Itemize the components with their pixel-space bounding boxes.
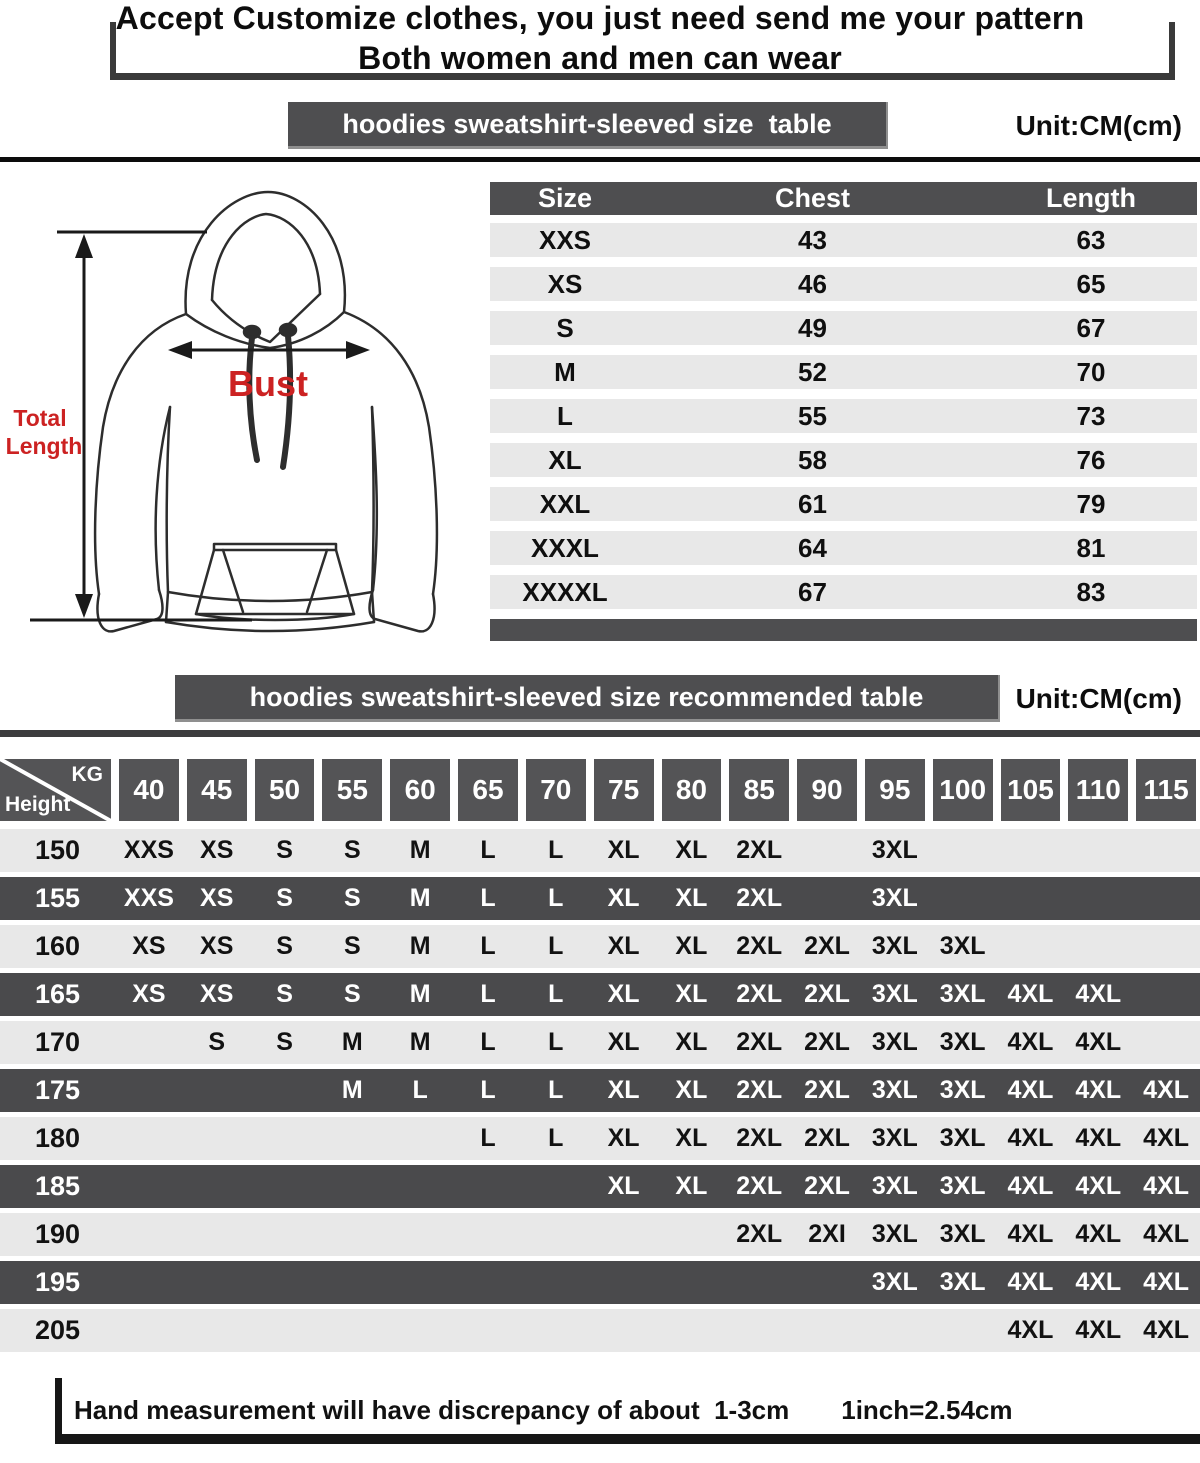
- size-table-row: [490, 487, 1197, 521]
- reco-size-cell: S: [276, 1028, 293, 1056]
- size-table-body: [490, 223, 1197, 609]
- reco-size-cell: 3XL: [939, 980, 986, 1008]
- reco-size-cell: 4XL: [1075, 1172, 1122, 1200]
- total-length-label-line1: Total: [13, 405, 67, 431]
- reco-table-row: [0, 973, 1200, 1016]
- height-row-label: 175: [34, 1075, 81, 1105]
- reco-size-cell: XL: [675, 980, 708, 1008]
- reco-size-cell: [386, 1213, 454, 1256]
- reco-size-cell: [590, 1309, 658, 1352]
- reco-size-cell: L: [412, 1076, 428, 1104]
- hoodie-diagram: [0, 172, 490, 642]
- reco-size-cell: M: [409, 932, 431, 960]
- reco-size-cell: S: [344, 884, 361, 912]
- size-cell-value: 58: [798, 445, 827, 475]
- reco-size-cell: 3XL: [939, 1124, 986, 1152]
- reco-size-cell: L: [480, 836, 496, 864]
- reco-size-cell: 3XL: [871, 1268, 918, 1296]
- reco-size-cell: S: [208, 1028, 226, 1056]
- reco-size-cell: [454, 1261, 522, 1304]
- reco-size-cell: S: [276, 884, 293, 912]
- size-cell-value: 63: [1076, 225, 1106, 255]
- hoodie-figure: [0, 172, 490, 642]
- reco-size-cell: [1064, 829, 1132, 872]
- reco-size-cell: [318, 1213, 386, 1256]
- reco-size-cell: [183, 1213, 251, 1256]
- reco-size-cell: L: [548, 884, 564, 912]
- reco-size-cell: XL: [607, 836, 640, 864]
- reco-size-cell: [115, 1165, 183, 1208]
- reco-size-cell: M: [409, 1028, 431, 1056]
- weight-col-header: 105: [1001, 759, 1061, 821]
- reco-size-cell: 2XL: [804, 932, 850, 960]
- reco-size-cell: 2XL: [736, 980, 783, 1008]
- reco-size-cell: M: [409, 836, 431, 864]
- size-table-row: [490, 223, 1197, 257]
- reco-size-cell: [725, 1261, 793, 1304]
- reco-size-cell: S: [344, 932, 361, 960]
- size-cell-value: 73: [1076, 401, 1106, 431]
- reco-size-cell: 3XL: [939, 1028, 986, 1056]
- reco-table-row: [0, 1309, 1200, 1352]
- height-row-label: 180: [34, 1123, 81, 1153]
- reco-size-cell: XL: [607, 1172, 640, 1200]
- reco-size-cell: S: [344, 836, 361, 864]
- size-cell-value: 49: [798, 313, 827, 343]
- size-cell-label: XXXL: [531, 533, 599, 563]
- reco-size-cell: [793, 1309, 861, 1352]
- weight-col-header: 50: [255, 759, 315, 821]
- weight-col-header: 100: [933, 759, 993, 821]
- reco-size-cell: L: [548, 1028, 564, 1056]
- height-row-label: 165: [34, 979, 81, 1009]
- divider-line-2: [0, 730, 1200, 737]
- reco-table-row: [0, 1021, 1200, 1064]
- reco-size-cell: 3XL: [939, 1220, 986, 1248]
- size-cell-label: S: [556, 313, 574, 343]
- reco-size-cell: 4XL: [1143, 1268, 1190, 1296]
- reco-size-cell: [590, 1213, 658, 1256]
- reco-size-cell: XL: [675, 932, 708, 960]
- reco-size-cell: 4XL: [1007, 1172, 1054, 1200]
- reco-size-cell: 3XL: [871, 932, 918, 960]
- reco-size-cell: 2XL: [736, 836, 783, 864]
- reco-size-cell: [386, 1261, 454, 1304]
- reco-size-cell: [454, 1165, 522, 1208]
- reco-size-cell: 3XL: [871, 1124, 918, 1152]
- reco-size-cell: [386, 1165, 454, 1208]
- weight-col-header: 65: [458, 759, 518, 821]
- reco-size-cell: M: [409, 884, 431, 912]
- divider-line-1: [0, 157, 1200, 162]
- reco-size-cell: 2XL: [736, 1076, 783, 1104]
- height-row-label: 190: [34, 1219, 81, 1249]
- reco-size-cell: [454, 1309, 522, 1352]
- reco-size-cell: [522, 1165, 590, 1208]
- reco-size-cell: XL: [607, 1124, 640, 1152]
- reco-size-cell: 4XL: [1007, 1076, 1054, 1104]
- reco-table-row: [0, 925, 1200, 968]
- reco-size-cell: XL: [607, 1076, 640, 1104]
- measurement-note: Hand measurement will have discrepancy of about 1-3cm: [74, 1395, 790, 1425]
- reco-size-cell: 4XL: [1143, 1076, 1190, 1104]
- size-table-row: [490, 399, 1197, 433]
- reco-size-cell: L: [480, 932, 496, 960]
- size-table-row: [490, 355, 1197, 389]
- header-line-1: Accept Customize clothes, you just need send me your pattern: [115, 0, 1085, 36]
- reco-size-cell: [929, 877, 997, 920]
- height-row-label: 155: [34, 883, 81, 913]
- reco-size-cell: [386, 1309, 454, 1352]
- reco-size-cell: 3XL: [871, 1172, 918, 1200]
- reco-header-row: [0, 759, 1200, 821]
- reco-size-cell: [1132, 877, 1200, 920]
- reco-size-cell: [251, 1069, 319, 1112]
- reco-size-cell: [658, 1213, 726, 1256]
- reco-size-cell: [183, 1261, 251, 1304]
- reco-size-cell: [183, 1165, 251, 1208]
- reco-size-cell: XL: [675, 1028, 708, 1056]
- height-row-label: 160: [34, 931, 81, 961]
- height-row-label: 185: [34, 1171, 81, 1201]
- size-cell-value: 70: [1076, 357, 1106, 387]
- reco-size-cell: XS: [200, 884, 234, 912]
- reco-size-cell: [183, 1117, 251, 1160]
- weight-col-header: 60: [390, 759, 450, 821]
- reco-size-cell: [929, 829, 997, 872]
- reco-table-row: [0, 1165, 1200, 1208]
- reco-size-cell: XL: [607, 980, 640, 1008]
- reco-size-cell: M: [341, 1028, 363, 1056]
- reco-size-cell: 3XL: [871, 884, 918, 912]
- reco-size-cell: XS: [200, 932, 234, 960]
- reco-size-cell: [1132, 829, 1200, 872]
- reco-size-cell: [251, 1117, 319, 1160]
- reco-size-cell: 2XL: [736, 1220, 783, 1248]
- reco-size-cell: [658, 1309, 726, 1352]
- reco-size-cell: [318, 1117, 386, 1160]
- reco-size-cell: [318, 1261, 386, 1304]
- reco-size-cell: [115, 1117, 183, 1160]
- reco-table-banner-row: [0, 675, 1200, 722]
- reco-size-cell: 2XL: [736, 932, 783, 960]
- reco-size-cell: XXS: [123, 836, 174, 864]
- weight-col-header: 55: [322, 759, 382, 821]
- reco-size-cell: [183, 1069, 251, 1112]
- reco-size-cell: 2XL: [804, 980, 850, 1008]
- reco-size-cell: [590, 1261, 658, 1304]
- header-line-2: Both women and men can wear: [358, 40, 842, 76]
- reco-size-cell: [251, 1165, 319, 1208]
- length-col-header: Length: [1046, 183, 1136, 213]
- hoodie-outline: [95, 192, 437, 631]
- size-cell-value: 65: [1076, 269, 1106, 299]
- reco-size-cell: 4XL: [1007, 1124, 1054, 1152]
- reco-size-cell: 3XL: [871, 1220, 918, 1248]
- reco-size-cell: [454, 1213, 522, 1256]
- size-cell-label: XXL: [539, 489, 591, 519]
- size-cell-label: XL: [548, 445, 582, 475]
- reco-size-cell: 3XL: [871, 836, 918, 864]
- reco-size-cell: XL: [675, 836, 708, 864]
- size-cell-value: 43: [798, 225, 827, 255]
- page-header: [0, 0, 1200, 92]
- reco-size-cell: [1132, 925, 1200, 968]
- reco-size-cell: S: [276, 980, 293, 1008]
- size-table-row: [490, 267, 1197, 301]
- size-section: [0, 172, 1200, 642]
- reco-size-cell: S: [276, 836, 293, 864]
- reco-size-cell: XS: [200, 836, 234, 864]
- reco-size-cell: 4XL: [1075, 1316, 1122, 1344]
- reco-size-cell: XL: [607, 884, 640, 912]
- chest-col-header: Chest: [774, 183, 850, 213]
- reco-size-cell: [861, 1309, 929, 1352]
- reco-size-cell: XL: [607, 932, 640, 960]
- size-cell-value: 83: [1076, 577, 1106, 607]
- reco-size-cell: XS: [132, 932, 166, 960]
- size-cell-label: M: [554, 357, 576, 387]
- reco-size-cell: [115, 1069, 183, 1112]
- reco-size-cell: 3XL: [939, 932, 986, 960]
- reco-size-cell: M: [409, 980, 431, 1008]
- reco-size-cell: 2XL: [804, 1172, 850, 1200]
- reco-size-cell: 2XL: [804, 1124, 850, 1152]
- size-cell-label: XXXXL: [522, 577, 608, 607]
- reco-size-cell: 4XL: [1007, 1220, 1054, 1248]
- size-table-row: [490, 531, 1197, 565]
- weight-col-header: 40: [119, 759, 179, 821]
- reco-table-row: [0, 877, 1200, 920]
- reco-size-cell: 4XL: [1075, 1268, 1122, 1296]
- reco-size-cell: 4XL: [1075, 1028, 1122, 1056]
- reco-size-cell: [1132, 973, 1200, 1016]
- reco-size-cell: [793, 877, 861, 920]
- size-table-row: [490, 311, 1197, 345]
- height-row-label: 150: [34, 835, 81, 865]
- reco-size-cell: [997, 829, 1065, 872]
- reco-size-cell: [115, 1309, 183, 1352]
- reco-size-cell: 2XL: [736, 1028, 783, 1056]
- reco-table-row: [0, 829, 1200, 872]
- reco-size-cell: [725, 1309, 793, 1352]
- size-table-row: [490, 443, 1197, 477]
- weight-col-header: 90: [797, 759, 857, 821]
- reco-size-cell: [997, 925, 1065, 968]
- size-cell-label: L: [557, 401, 573, 431]
- reco-size-cell: [522, 1213, 590, 1256]
- reco-size-cell: XS: [200, 980, 234, 1008]
- weight-col-header: 45: [187, 759, 247, 821]
- height-row-label: 170: [34, 1027, 81, 1057]
- unit-label-2: Unit:CM(cm): [1015, 682, 1182, 714]
- header-title: [0, 0, 1200, 78]
- size-table: [490, 172, 1200, 642]
- reco-size-cell: L: [548, 1124, 564, 1152]
- size-cell-value: 79: [1076, 489, 1106, 519]
- reco-size-cell: L: [480, 1076, 496, 1104]
- reco-size-cell: L: [548, 836, 564, 864]
- reco-size-cell: [522, 1261, 590, 1304]
- reco-size-cell: [1064, 877, 1132, 920]
- reco-size-cell: 2XL: [804, 1028, 850, 1056]
- reco-table-row: [0, 1213, 1200, 1256]
- reco-size-cell: 3XL: [939, 1076, 986, 1104]
- reco-size-cell: 2XL: [736, 1124, 783, 1152]
- reco-size-cell: [115, 1213, 183, 1256]
- reco-table-row: [0, 1261, 1200, 1304]
- reco-size-cell: [115, 1261, 183, 1304]
- reco-size-cell: 3XL: [939, 1172, 986, 1200]
- reco-size-cell: L: [480, 980, 496, 1008]
- inch-conversion: 1inch=2.54cm: [841, 1395, 1013, 1425]
- weight-col-header: 85: [729, 759, 789, 821]
- reco-size-cell: [115, 1021, 183, 1064]
- reco-size-cell: [793, 1261, 861, 1304]
- reco-size-cell: 3XL: [871, 1028, 918, 1056]
- reco-size-cell: L: [548, 932, 564, 960]
- reco-size-cell: 4XL: [1007, 980, 1054, 1008]
- size-table-footer-bar: [490, 619, 1197, 641]
- reco-size-cell: 4XL: [1143, 1124, 1190, 1152]
- reco-size-cell: XL: [675, 884, 708, 912]
- corner-height-label: Height: [5, 793, 71, 816]
- reco-size-cell: 4XL: [1143, 1172, 1190, 1200]
- reco-size-cell: [1132, 1021, 1200, 1064]
- reco-size-cell: 4XL: [1143, 1220, 1190, 1248]
- reco-size-cell: 4XL: [1075, 980, 1122, 1008]
- reco-table-row: [0, 1117, 1200, 1160]
- reco-size-cell: [251, 1261, 319, 1304]
- reco-size-cell: 2XI: [808, 1220, 846, 1248]
- size-cell-value: 76: [1076, 445, 1106, 475]
- reco-size-cell: L: [480, 1028, 496, 1056]
- reco-size-cell: 4XL: [1007, 1028, 1054, 1056]
- size-col-header: Size: [537, 183, 593, 213]
- size-cell-label: XS: [547, 269, 583, 299]
- weight-col-header: 80: [662, 759, 722, 821]
- reco-size-cell: [793, 829, 861, 872]
- reco-size-cell: 3XL: [871, 980, 918, 1008]
- reco-size-cell: 2XL: [736, 1172, 783, 1200]
- weight-col-header: 70: [526, 759, 586, 821]
- reco-size-cell: L: [548, 1076, 564, 1104]
- reco-size-cell: 3XL: [871, 1076, 918, 1104]
- size-table-header: [490, 182, 1197, 215]
- reco-size-cell: M: [341, 1076, 363, 1104]
- reco-size-cell: L: [480, 1124, 496, 1152]
- reco-size-cell: [386, 1117, 454, 1160]
- reco-size-cell: S: [276, 932, 293, 960]
- reco-size-cell: [318, 1165, 386, 1208]
- weight-col-header: 75: [594, 759, 654, 821]
- size-cell-label: XXS: [538, 225, 592, 255]
- size-cell-value: 67: [798, 577, 827, 607]
- size-table-banner-row: [0, 102, 1200, 149]
- size-table-banner: hoodies sweatshirt-sleeved size table: [288, 102, 888, 149]
- reco-size-cell: 4XL: [1143, 1316, 1190, 1344]
- reco-size-cell: [318, 1309, 386, 1352]
- height-row-label: 195: [34, 1267, 81, 1297]
- size-cell-value: 81: [1076, 533, 1106, 563]
- weight-col-header: 95: [865, 759, 925, 821]
- reco-size-cell: S: [344, 980, 361, 1008]
- reco-size-cell: 3XL: [939, 1268, 986, 1296]
- reco-size-cell: [1064, 925, 1132, 968]
- reco-size-cell: L: [480, 884, 496, 912]
- reco-size-cell: 4XL: [1075, 1076, 1122, 1104]
- total-length-label-line2: Length: [5, 433, 83, 459]
- size-table-row: [490, 575, 1197, 609]
- reco-size-cell: XS: [132, 980, 166, 1008]
- reco-size-cell: [929, 1309, 997, 1352]
- reco-size-cell: XL: [607, 1028, 640, 1056]
- reco-size-cell: 2XL: [804, 1076, 850, 1104]
- reco-size-cell: [658, 1261, 726, 1304]
- reco-corner-cell: [0, 759, 111, 821]
- footer-note-box: [55, 1378, 1200, 1444]
- weight-col-header: 110: [1068, 759, 1128, 821]
- height-row-label: 205: [34, 1315, 81, 1345]
- reco-size-cell: 4XL: [1075, 1220, 1122, 1248]
- weight-col-header: 115: [1136, 759, 1196, 821]
- reco-size-cell: [251, 1213, 319, 1256]
- reco-size-cell: [997, 877, 1065, 920]
- size-cell-value: 55: [798, 401, 827, 431]
- reco-size-cell: XXS: [123, 884, 174, 912]
- size-cell-value: 46: [798, 269, 827, 299]
- reco-size-cell: XL: [675, 1124, 708, 1152]
- reco-size-cell: [522, 1309, 590, 1352]
- size-cell-value: 52: [798, 357, 827, 387]
- reco-size-cell: L: [548, 980, 564, 1008]
- unit-label-1: Unit:CM(cm): [1015, 109, 1182, 141]
- reco-table-row: [0, 1069, 1200, 1112]
- reco-size-cell: 4XL: [1075, 1124, 1122, 1152]
- size-cell-value: 67: [1076, 313, 1106, 343]
- reco-size-cell: [251, 1309, 319, 1352]
- reco-table-banner: hoodies sweatshirt-sleeved size recommended table: [175, 675, 1000, 722]
- reco-size-cell: 2XL: [736, 884, 783, 912]
- reco-size-cell: [183, 1309, 251, 1352]
- size-cell-value: 64: [798, 533, 827, 563]
- reco-size-cell: XL: [675, 1172, 708, 1200]
- bust-label: Bust: [228, 363, 308, 404]
- size-cell-value: 61: [798, 489, 827, 519]
- reco-size-cell: XL: [675, 1076, 708, 1104]
- reco-body: [0, 829, 1200, 1352]
- recommended-table: [0, 759, 1200, 1352]
- reco-size-cell: 4XL: [1007, 1316, 1054, 1344]
- corner-kg-label: KG: [71, 763, 103, 786]
- reco-size-cell: 4XL: [1007, 1268, 1054, 1296]
